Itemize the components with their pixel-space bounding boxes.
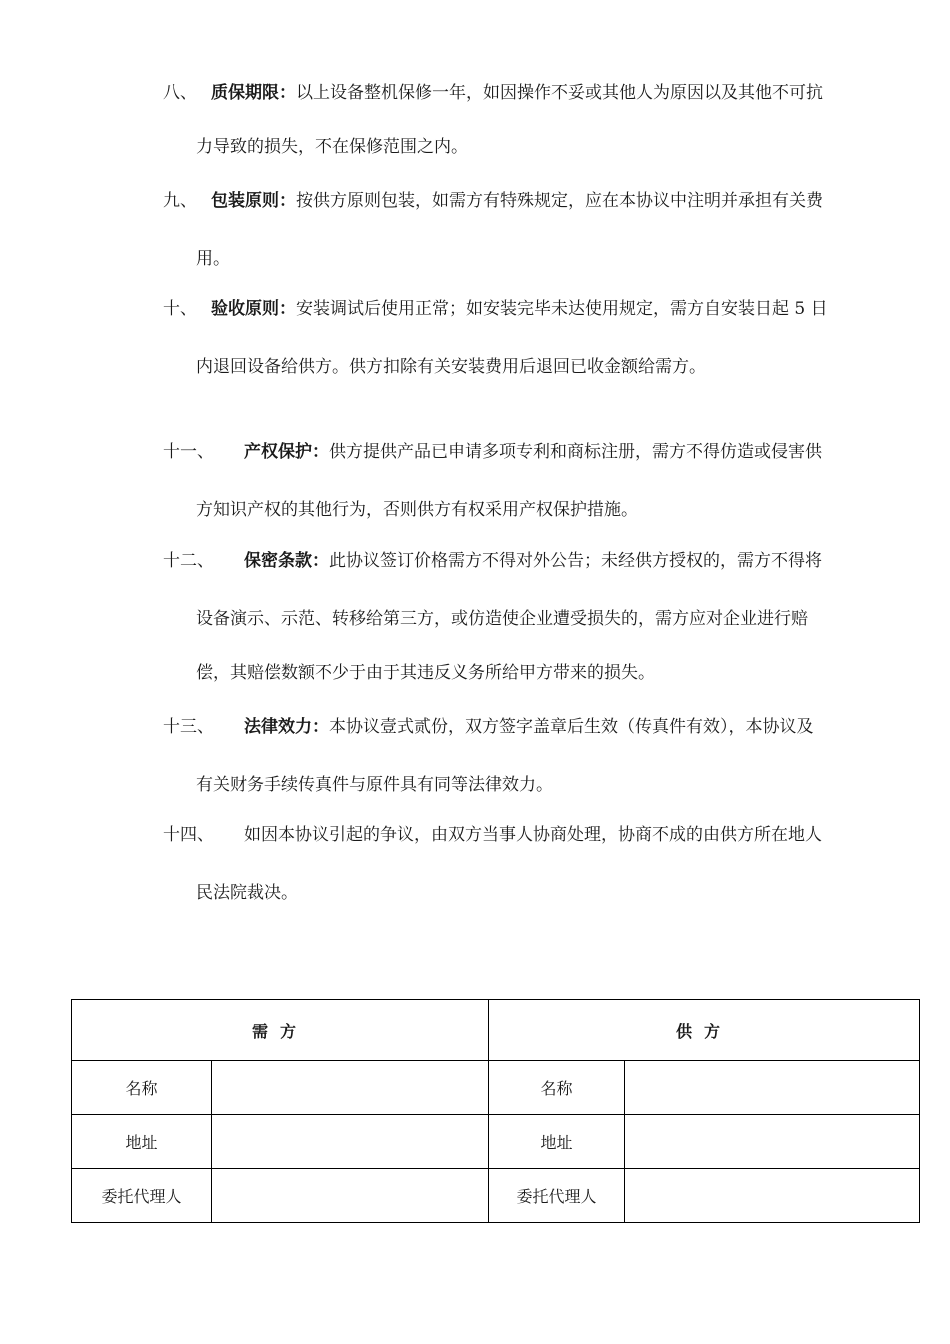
clause-number: 十、 (163, 299, 197, 319)
supplier-agent-field[interactable] (625, 1169, 920, 1223)
clause-text-cont: 内退回设备给供方。供方扣除有关安装费用后退回已收金额给需方。 (196, 357, 706, 377)
supplier-address-label: 地址 (489, 1115, 625, 1169)
clause-title: 质保期限： (211, 83, 296, 103)
clause-text: 本协议壹式贰份，双方签字盖章后生效（传真件有效），本协议及 (329, 717, 814, 737)
clause-text-cont: 民法院裁决。 (196, 883, 298, 903)
table-row (72, 1169, 920, 1223)
clause-text-cont: 用。 (196, 249, 230, 269)
supplier-address-field[interactable] (625, 1115, 920, 1169)
clause-14 (163, 822, 905, 906)
buyer-name-label: 名称 (72, 1061, 212, 1115)
clause-text-cont: 设备演示、示范、转移给第三方，或仿造使企业遭受损失的，需方应对企业进行赔 (196, 609, 808, 629)
buyer-name-field[interactable] (212, 1061, 489, 1115)
table-row (72, 1115, 920, 1169)
buyer-agent-field[interactable] (212, 1169, 489, 1223)
clause-title: 验收原则： (211, 299, 296, 319)
clause-8 (163, 80, 905, 160)
clause-number: 九、 (163, 191, 197, 211)
clause-text-cont: 有关财务手续传真件与原件具有同等法律效力。 (196, 775, 553, 795)
clause-number: 八、 (163, 83, 197, 103)
clause-text: 以上设备整机保修一年，如因操作不妥或其他人为原因以及其他不可抗 (296, 83, 823, 103)
clause-9 (163, 188, 905, 272)
table-row (72, 1061, 920, 1115)
clause-title: 产权保护： (244, 442, 329, 462)
clause-number: 十一、 (163, 442, 214, 462)
clause-11 (163, 439, 905, 523)
clause-title: 法律效力： (244, 717, 329, 737)
clause-12 (163, 548, 905, 686)
clause-title: 包装原则： (211, 191, 296, 211)
supplier-name-label: 名称 (489, 1061, 625, 1115)
supplier-agent-label: 委托代理人 (489, 1169, 625, 1223)
supplier-name-field[interactable] (625, 1061, 920, 1115)
clause-13 (163, 714, 905, 798)
buyer-agent-label: 委托代理人 (72, 1169, 212, 1223)
clause-number: 十三、 (163, 717, 214, 737)
clause-text-cont: 偿，其赔偿数额不少于由于其违反义务所给甲方带来的损失。 (196, 663, 655, 683)
clause-number: 十四、 (163, 825, 214, 845)
clause-title: 保密条款： (244, 551, 329, 571)
supplier-header: 供方 (489, 1000, 920, 1061)
clause-number: 十二、 (163, 551, 214, 571)
clause-text: 按供方原则包装，如需方有特殊规定，应在本协议中注明并承担有关费 (296, 191, 823, 211)
buyer-address-field[interactable] (212, 1115, 489, 1169)
buyer-address-label: 地址 (72, 1115, 212, 1169)
clause-text: 安装调试后使用正常；如安装完毕未达使用规定，需方自安装日起 5 日 (296, 299, 828, 319)
clause-text: 如因本协议引起的争议，由双方当事人协商处理，协商不成的由供方所在地人 (244, 825, 822, 845)
clause-text: 此协议签订价格需方不得对外公告；未经供方授权的，需方不得将 (329, 551, 822, 571)
clause-text-cont: 方知识产权的其他行为，否则供方有权采用产权保护措施。 (196, 500, 638, 520)
clause-text: 供方提供产品已申请多项专利和商标注册，需方不得仿造或侵害供 (329, 442, 822, 462)
signature-table (71, 999, 920, 1223)
buyer-header: 需方 (72, 1000, 489, 1061)
clause-10 (163, 296, 905, 380)
signature-table-header (72, 1000, 920, 1061)
clause-text-cont: 力导致的损失，不在保修范围之内。 (196, 137, 468, 157)
